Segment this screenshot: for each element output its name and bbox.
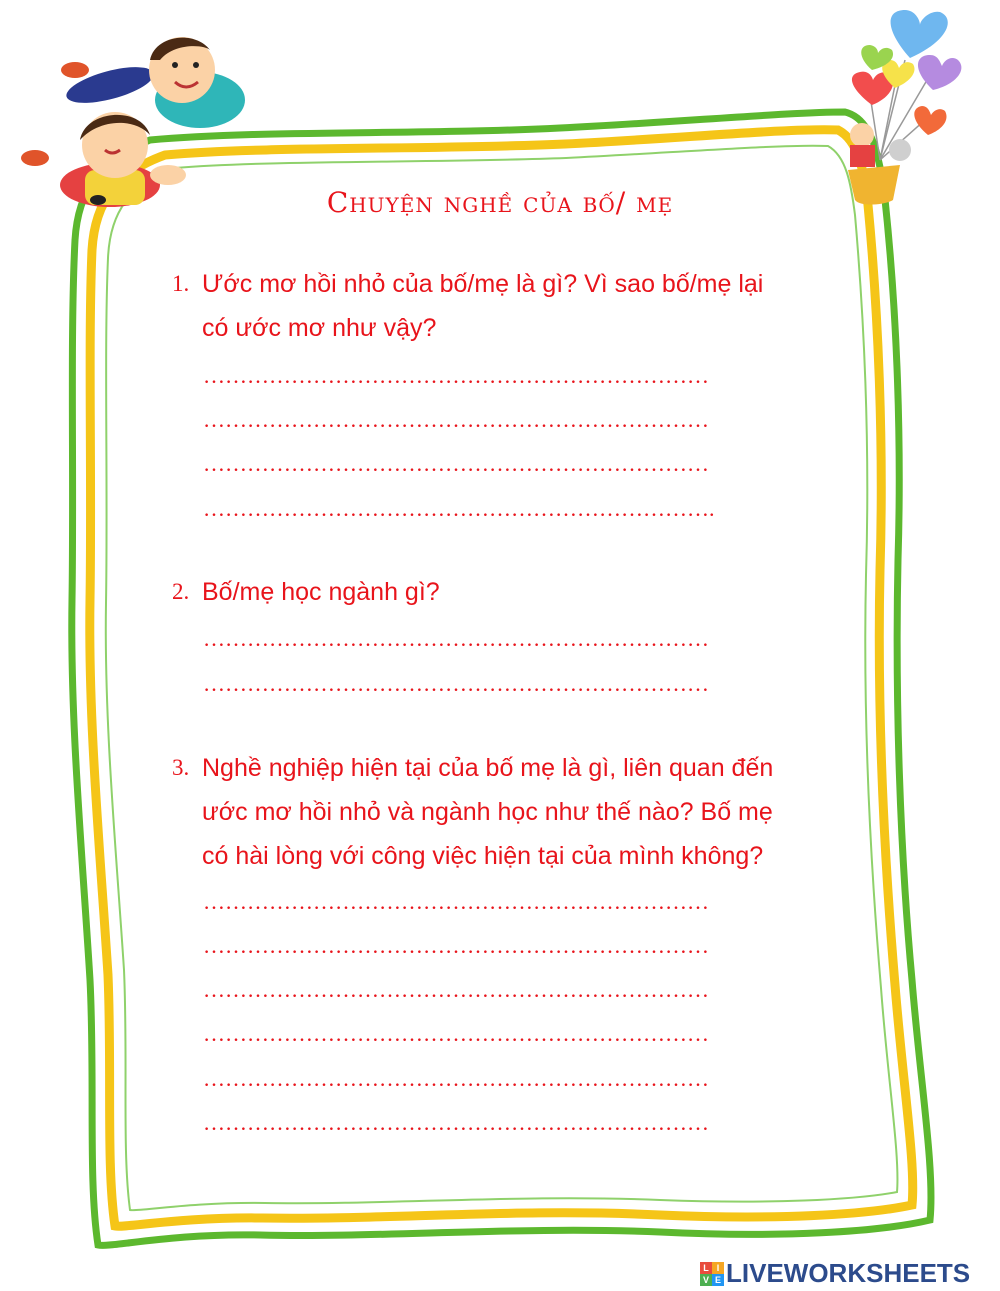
icon-letter: V — [700, 1274, 712, 1286]
answer-line[interactable]: …………………………………………………………… — [203, 451, 709, 476]
answer-line[interactable]: …………………………………………………………… — [203, 1110, 709, 1135]
balloons-illustration — [848, 10, 961, 205]
answer-line[interactable]: …………………………………………………………… — [203, 1066, 709, 1091]
question-number: 3. — [172, 755, 190, 780]
answer-line[interactable]: …………………………………………………………… — [203, 363, 709, 388]
worksheet-title: Chuyện nghề của bố/ mẹ — [326, 186, 674, 219]
icon-letter: E — [712, 1274, 724, 1286]
question-text-line: Nghề nghiệp hiện tại của bố mẹ là gì, liên quan đến — [202, 754, 774, 782]
answer-line[interactable]: …………………………………………………………… — [203, 626, 709, 651]
answer-line[interactable]: ……………………………………………………………. — [203, 496, 715, 521]
kids-illustration — [21, 37, 245, 207]
answer-line[interactable]: …………………………………………………………… — [203, 671, 709, 696]
question-text-line: ước mơ hồi nhỏ và ngành học như thế nào? Bố mẹ — [202, 798, 773, 826]
question-text-line: có hài lòng với công việc hiện tại của mình không? — [202, 842, 764, 870]
question-3 — [172, 746, 892, 878]
question-number: 1. — [172, 271, 190, 296]
answer-line[interactable]: …………………………………………………………… — [203, 1021, 709, 1046]
question-text-line: có ước mơ như vậy? — [202, 314, 437, 342]
answer-line[interactable]: …………………………………………………………… — [203, 933, 709, 958]
answer-line[interactable]: …………………………………………………………… — [203, 889, 709, 914]
question-1 — [172, 262, 892, 350]
answer-line[interactable]: …………………………………………………………… — [203, 407, 709, 432]
question-number: 2. — [172, 579, 190, 604]
logo-text: LIVEWORKSHEETS — [726, 1258, 971, 1288]
icon-letter: I — [712, 1262, 724, 1274]
question-text-line: Bố/mẹ học ngành gì? — [202, 578, 440, 606]
question-2 — [172, 570, 892, 614]
liveworksheets-logo[interactable] — [700, 1258, 970, 1289]
answer-line[interactable]: …………………………………………………………… — [203, 977, 709, 1002]
icon-letter: L — [700, 1262, 712, 1274]
question-text-line: Ước mơ hồi nhỏ của bố/mẹ là gì? Vì sao bố/mẹ lại — [202, 270, 764, 298]
liveworksheets-icon — [700, 1262, 724, 1286]
